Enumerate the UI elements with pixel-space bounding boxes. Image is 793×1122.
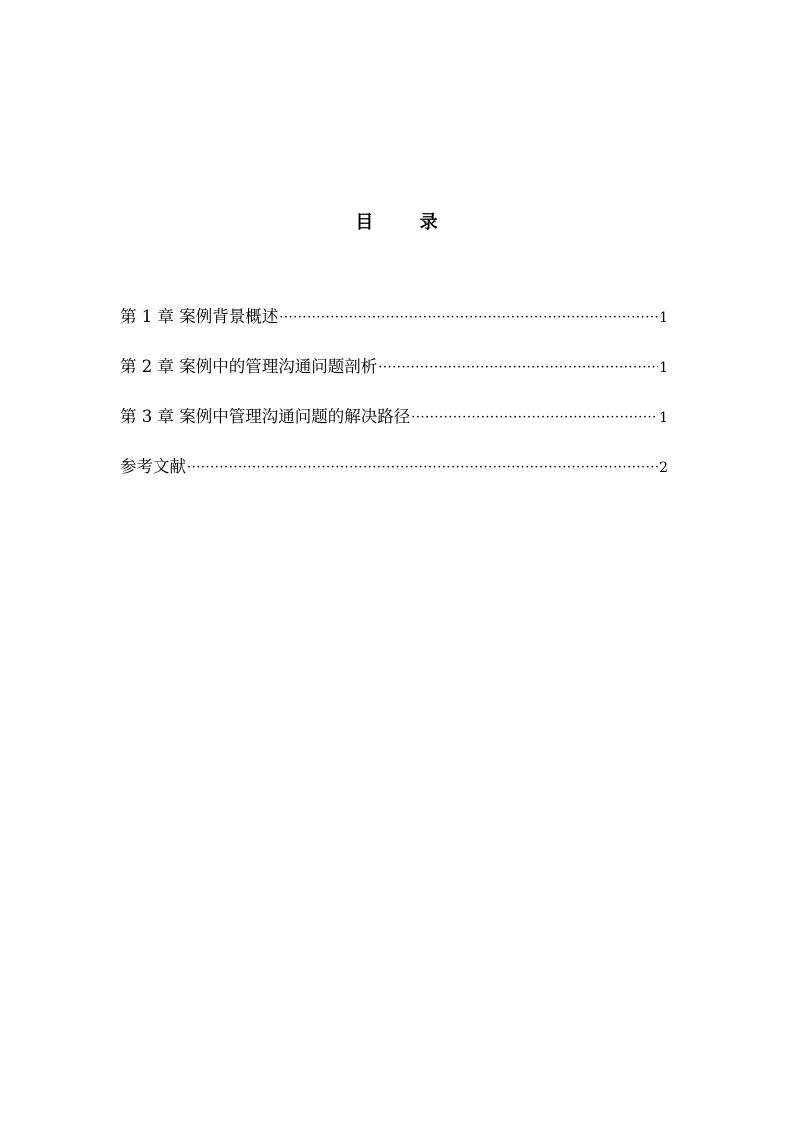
- toc-entry-page: 1: [659, 310, 668, 326]
- toc-entry[interactable]: [120, 452, 668, 502]
- toc-entry-label: 参考文献: [120, 457, 186, 476]
- toc-list: [120, 302, 668, 502]
- toc-entry-label: 第 3 章 案例中管理沟通问题的解决路径: [120, 407, 411, 426]
- toc-entry-page: 2: [659, 460, 668, 476]
- toc-entry-label: 第 2 章 案例中的管理沟通问题剖析: [120, 357, 378, 376]
- toc-entry[interactable]: [120, 352, 668, 402]
- toc-dot-leader: [187, 453, 658, 483]
- toc-entry-page: 1: [659, 360, 668, 376]
- toc-dot-leader: [279, 303, 658, 333]
- toc-dot-leader: [411, 403, 658, 433]
- toc-entry[interactable]: [120, 402, 668, 452]
- toc-dot-leader: [378, 353, 658, 383]
- toc-entry-page: 1: [659, 410, 668, 426]
- toc-entry[interactable]: [120, 302, 668, 352]
- toc-entry-label: 第 1 章 案例背景概述: [120, 307, 279, 326]
- toc-title: 目 录: [355, 212, 458, 233]
